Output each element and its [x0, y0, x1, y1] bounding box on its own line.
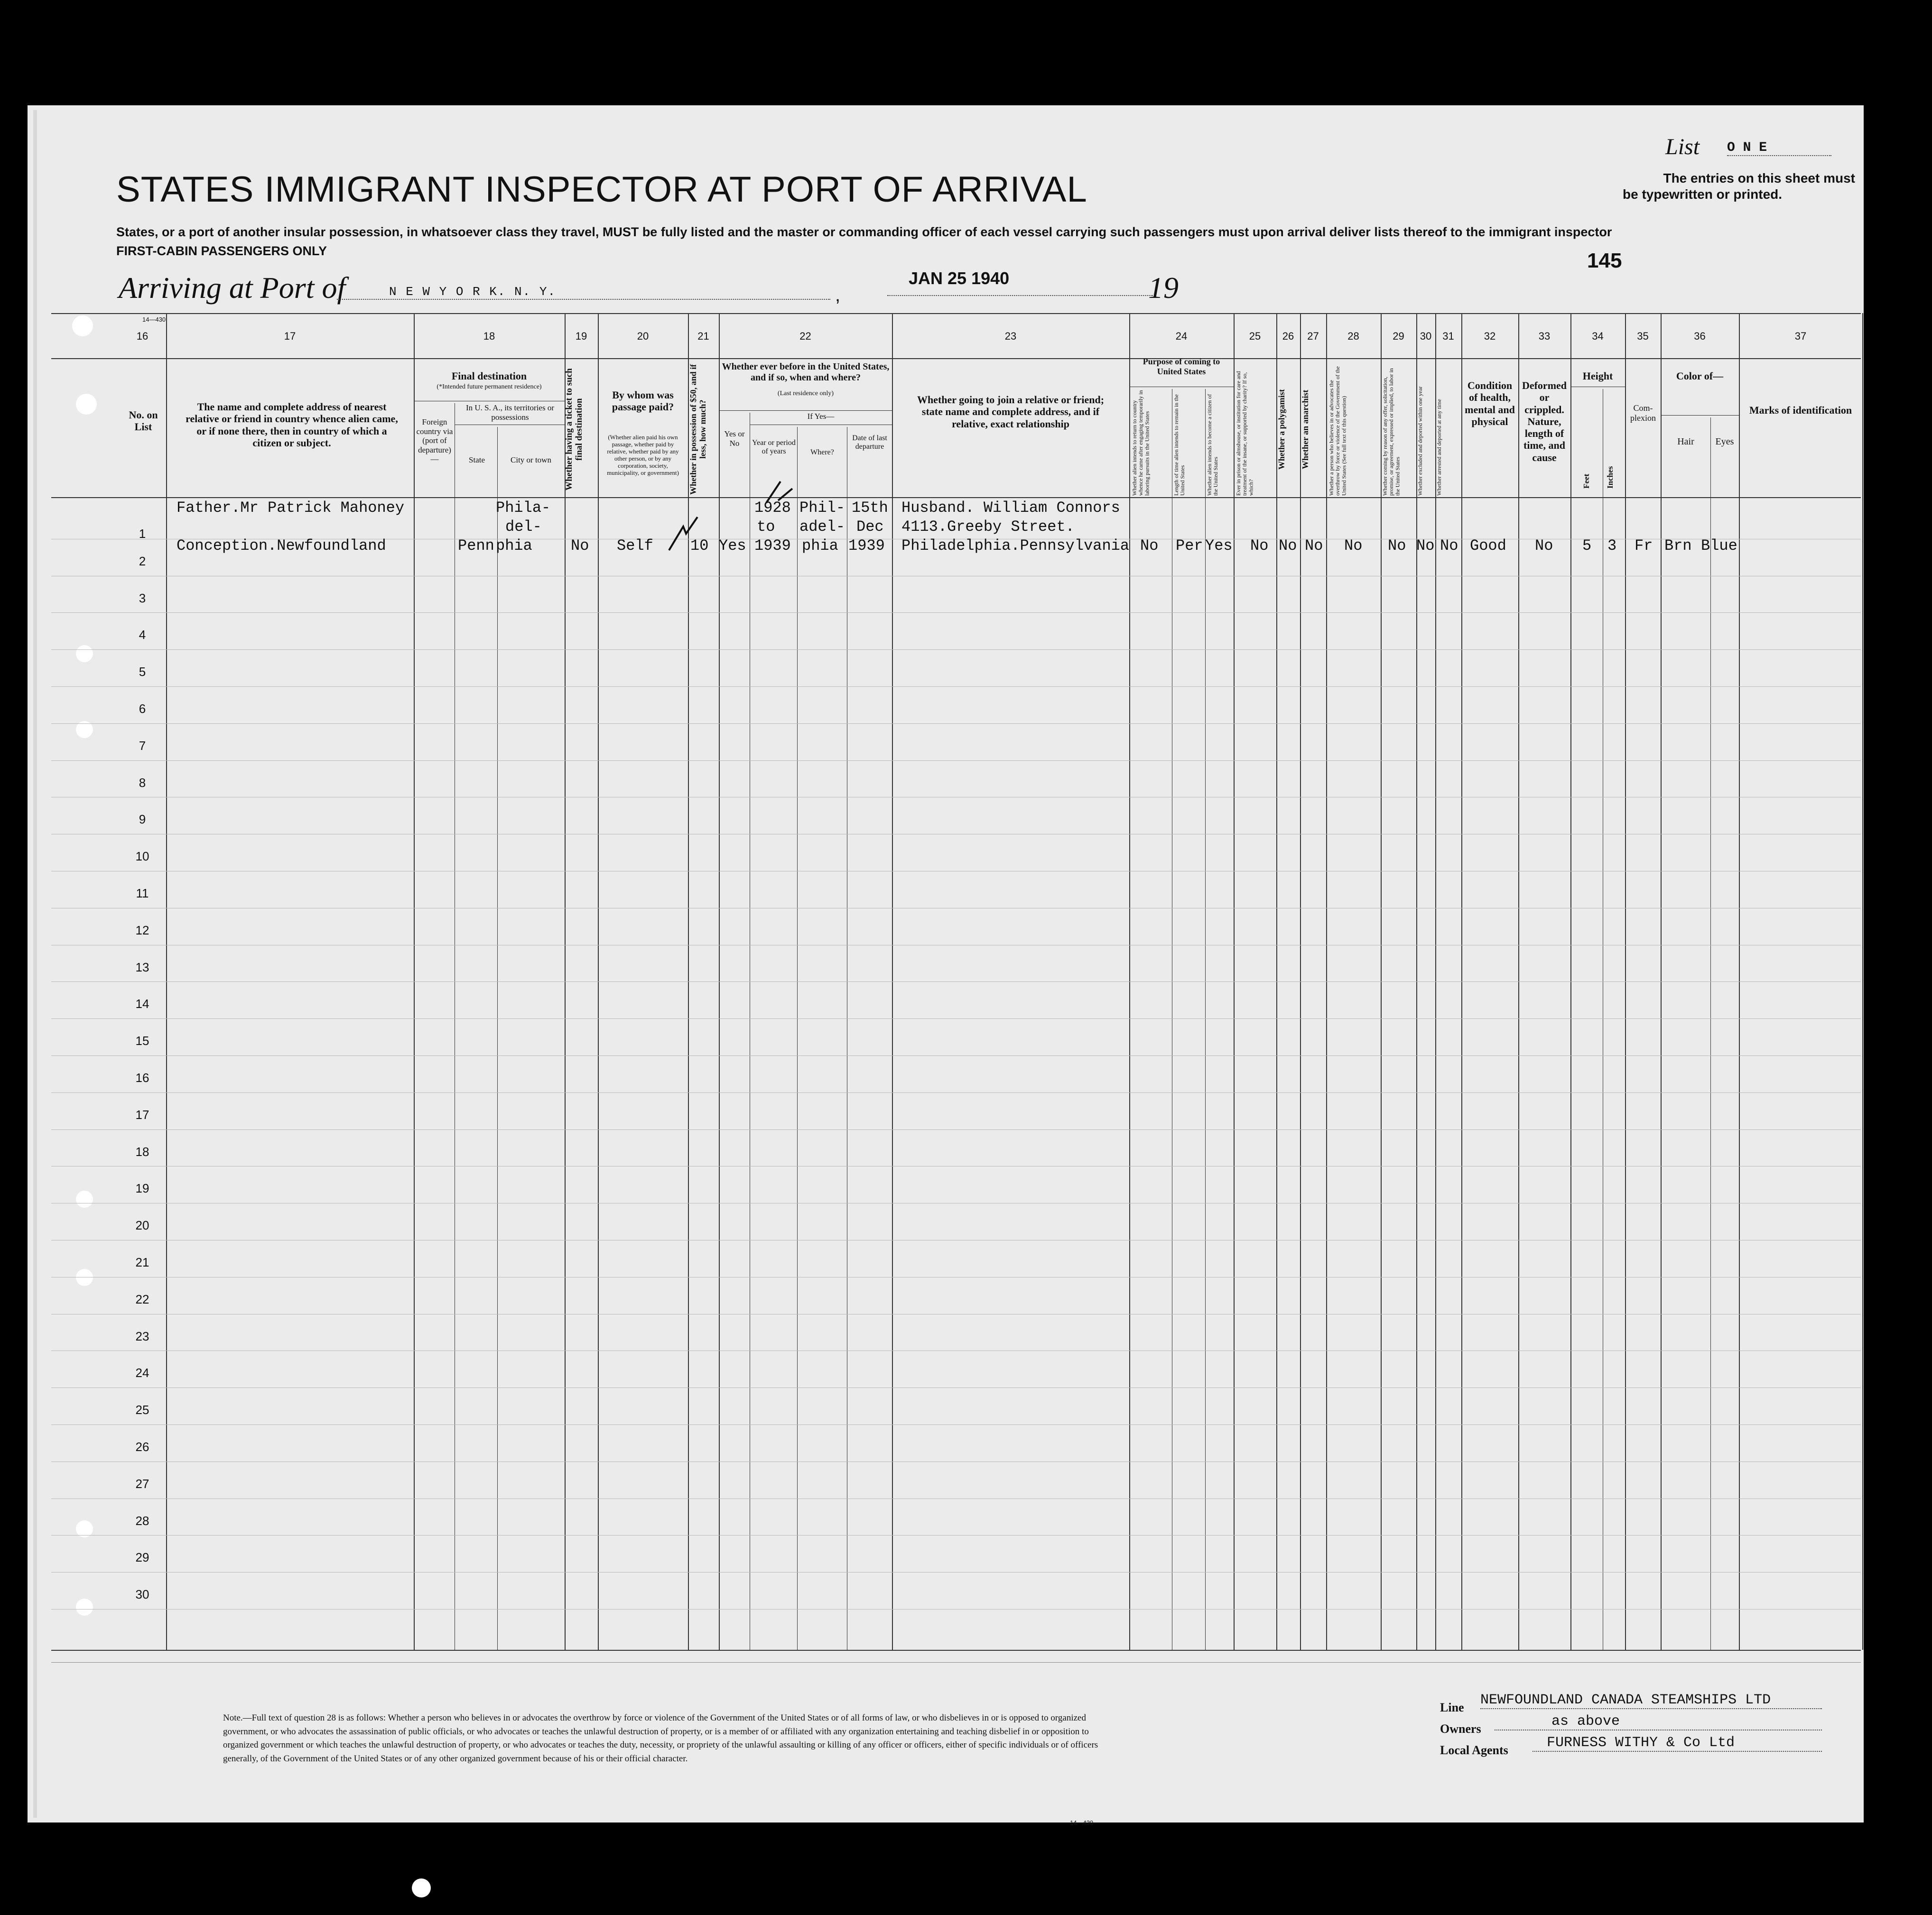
row-number: 23: [135, 1329, 149, 1343]
entry-city-line2: del-: [505, 518, 542, 536]
row-number: 14: [135, 997, 149, 1011]
colnum-22: 22: [799, 330, 811, 342]
grid-line: [51, 1650, 1861, 1651]
entry-join-line1: Husband. William Connors: [901, 499, 1120, 517]
port-value: N E W Y O R K. N. Y.: [337, 285, 830, 300]
owners-label: Owners: [1440, 1722, 1481, 1736]
header-arrested: Whether arrested and deported at any time: [1436, 399, 1442, 496]
grid-line: [51, 497, 1861, 498]
header-health: Condition of health, mental and physical: [1465, 379, 1515, 427]
colnum-27: 27: [1307, 330, 1319, 342]
row-number: 21: [135, 1255, 149, 1269]
header-year: Year or period of years: [752, 439, 796, 456]
row-number: 24: [135, 1366, 149, 1380]
check-mark: [664, 512, 702, 555]
row-number: 28: [135, 1514, 149, 1528]
row-number: 16: [135, 1071, 149, 1085]
footnote: Note.—Full text of question 28 is as follows: Whether a person who believes in or advocates the overthrow by force or violence of the Government of the United States or of all forms of law, or who disbelieves in or is opposed to organized government, or who advocates the assassination of public officials, or who advocates or teaches the unlawful destruction of property, or is a member of or affiliated with any organization entertaining and teaching disbelief in or opposition to organized government or which teaches the unlawful destruction of property, or who advocates or teaches the duty, necessity, or propriety of the unlawful assaulting or killing of any officer or officers, either of specific individuals or of officers generally, of the Government of the United States or of any other organized government because of his or their official character.: [223, 1713, 1098, 1764]
check-mark: [764, 479, 797, 508]
manifest-sheet: [28, 105, 1864, 1822]
header-deformed: Deformed or crippled. Nature, length of time, and cause: [1522, 379, 1567, 463]
header-excluded: Whether excluded and deported within one year: [1417, 386, 1423, 496]
entry-hair: Brn: [1664, 537, 1692, 555]
colnum-34: 34: [1592, 330, 1604, 342]
entry-money: 10: [690, 537, 709, 555]
row-number: 2: [139, 554, 146, 568]
grid-line: [51, 313, 1861, 314]
header-if-yes: If Yes—: [807, 412, 835, 421]
row-number: 17: [135, 1108, 149, 1122]
header-overthrow: Whether a person who believes in or advocates the overthrow by force or violence of the Government of the United States (See full text of this question): [1328, 366, 1347, 496]
entry-state: Penn: [458, 537, 494, 555]
header-usa: In U. S. A., its territories or possessions: [465, 403, 555, 422]
colnum-19: 19: [575, 330, 587, 342]
row-number: 20: [135, 1218, 149, 1232]
row-number: 13: [135, 960, 149, 974]
header-purpose-citizen: Whether alien intends to become a citizen of the United States: [1206, 394, 1219, 496]
list-value: O N E: [1727, 140, 1831, 156]
header-color: Color of—: [1676, 370, 1724, 382]
row-number: 1: [139, 527, 146, 541]
grid-line: [51, 1662, 1861, 1663]
header-prison: Ever in prison or almshouse, or institution for care and treatment of the insane, or supported by charity? If so, which?: [1235, 371, 1254, 496]
binding-mark: [76, 1599, 93, 1616]
entry-inches: 3: [1607, 537, 1617, 555]
entry-health: Good: [1470, 537, 1506, 555]
header-ticket: Whether having a ticket to such final destination: [564, 368, 584, 490]
owners-value: as above: [1495, 1713, 1822, 1730]
row-number: 6: [139, 702, 146, 716]
row-number: 11: [136, 886, 149, 900]
entry-relative-line2: Conception.Newfoundland: [176, 537, 386, 555]
entry-departure-line2: Dec: [856, 518, 884, 536]
header-no-on-list: No. on List: [129, 409, 158, 433]
row-number: 25: [135, 1403, 149, 1417]
header-feet: Feet: [1582, 473, 1591, 489]
entry-departure-line1: 15th: [852, 499, 888, 517]
row-line: [51, 760, 1861, 761]
entry-years-line2: to: [757, 518, 775, 536]
form-number-top: 14—430: [142, 316, 166, 323]
entry-arrested: No: [1440, 537, 1458, 555]
row-line: [51, 612, 1861, 613]
row-line: [51, 1092, 1861, 1093]
entry-years-line1: 1928: [754, 499, 791, 517]
row-line: [51, 723, 1861, 724]
row-number: 10: [135, 849, 149, 863]
entry-join-line2: 4113.Greeby Street.: [901, 518, 1075, 536]
entry-relative-line1: Father.Mr Patrick Mahoney: [176, 499, 405, 517]
header-money: Whether in possession of $50, and if less, how much?: [688, 364, 707, 495]
binding-mark: [76, 1191, 93, 1208]
header-where: Where?: [810, 448, 834, 456]
colnum-21: 21: [697, 330, 709, 342]
header-foreign-country: Foreign country via (port of departure)—: [416, 417, 453, 464]
page-title: STATES IMMIGRANT INSPECTOR AT PORT OF ARRIVAL: [116, 169, 1087, 210]
entry-ticket: No: [571, 537, 589, 555]
header-passage: By whom was passage paid?: [612, 389, 674, 413]
colnum-32: 32: [1484, 330, 1496, 342]
row-number: 19: [135, 1181, 149, 1195]
header-before-us: Whether ever before in the United States, and if so, when and where?: [722, 361, 890, 383]
header-before-us-note: (Last residence only): [777, 390, 834, 397]
header-hair: Hair: [1677, 436, 1694, 447]
header-height: Height: [1582, 370, 1613, 382]
colnum-25: 25: [1249, 330, 1261, 342]
header-purpose: Purpose of coming to United States: [1142, 357, 1220, 376]
row-number: 4: [139, 628, 146, 642]
row-line: [51, 1609, 1861, 1610]
line-label: Line: [1440, 1701, 1464, 1714]
row-number: 22: [135, 1292, 149, 1306]
cabin-class: FIRST-CABIN PASSENGERS ONLY: [116, 244, 327, 258]
entry-offer: No: [1388, 537, 1406, 555]
entry-eyes: Blue: [1701, 537, 1737, 555]
punch-hole: [76, 394, 97, 415]
row-number: 30: [135, 1587, 149, 1601]
entry-prison: No: [1250, 537, 1269, 555]
row-line: [51, 649, 1861, 650]
punch-hole: [72, 315, 93, 336]
sheet-edge: [33, 110, 37, 1818]
line-value: NEWFOUNDLAND CANADA STEAMSHIPS LTD: [1480, 1692, 1822, 1709]
header-marks: Marks of identification: [1749, 404, 1852, 416]
entry-complexion: Fr: [1635, 537, 1653, 555]
header-city: City or town: [511, 455, 551, 464]
row-line: [51, 1535, 1861, 1536]
entry-departure-line3: 1939: [848, 537, 885, 555]
row-number: 8: [139, 776, 146, 790]
entry-deformed: No: [1535, 537, 1553, 555]
colnum-26: 26: [1282, 330, 1294, 342]
row-line: [51, 1129, 1861, 1130]
colnum-28: 28: [1347, 330, 1359, 342]
colnum-36: 36: [1694, 330, 1706, 342]
header-yes-no: Yes or No: [724, 429, 745, 448]
colnum-16: 16: [136, 330, 149, 342]
entry-citizen: Yes: [1205, 537, 1233, 555]
entry-city-line1: Phila-: [496, 499, 551, 517]
row-number: 26: [135, 1440, 149, 1454]
header-date-departure: Date of last departure: [852, 434, 887, 451]
form-number-bottom: 14—430: [1070, 1819, 1094, 1826]
entry-join-line3: Philadelphia.Pennsylvania: [901, 537, 1130, 555]
date-line: [887, 291, 1153, 296]
row-line: [51, 1572, 1861, 1573]
row-number: 29: [135, 1550, 149, 1564]
row-line: [51, 1018, 1861, 1019]
header-state: State: [469, 455, 485, 464]
row-number: 12: [135, 923, 149, 937]
row-number: 3: [139, 591, 146, 605]
instructions-line2: be typewritten or printed.: [1623, 187, 1783, 202]
header-inches: Inches: [1606, 466, 1615, 489]
date-stamp: JAN 25 1940: [909, 268, 1010, 288]
colnum-18: 18: [483, 330, 495, 342]
binding-mark: [76, 1269, 93, 1286]
entry-city-line3: phia: [496, 537, 532, 555]
binding-mark: [76, 645, 93, 662]
header-join-relative: Whether going to join a relative or friend; state name and complete address, and if relative, exact relationship: [917, 394, 1105, 430]
header-offer: Whether coming by reason of any offer, solicitation, promise, or agreement, expressed or implied, to labor in the United States: [1382, 368, 1401, 496]
entry-years-line3: 1939: [754, 537, 791, 555]
colnum-17: 17: [284, 330, 296, 342]
header-anarchist: Whether an anarchist: [1300, 389, 1310, 469]
agents-label: Local Agents: [1440, 1743, 1508, 1757]
entry-where-line1: Phil-: [799, 499, 845, 517]
entry-excluded: No: [1416, 537, 1435, 555]
year-prefix: 19: [1148, 271, 1179, 305]
row-number: 7: [139, 739, 146, 753]
row-line: [51, 1055, 1861, 1056]
colnum-35: 35: [1637, 330, 1649, 342]
instructions-line1: The entries on this sheet must: [1663, 171, 1855, 185]
page-subtitle: States, or a port of another insular possession, in whatsoever class they travel, MUST be fully listed and the master or commanding officer of each vessel carrying such passengers must upon arrival deliver lists thereof to the immigrant inspector: [116, 225, 1612, 239]
header-final-destination: Final destination: [451, 370, 527, 382]
grid-line: [51, 358, 1861, 359]
row-line: [51, 981, 1861, 982]
header-passage-note: (Whether alien paid his own passage, whether paid by relative, whether paid by any other person, or by any corporation, society, municipality, or government): [607, 434, 679, 476]
colnum-31: 31: [1442, 330, 1454, 342]
colnum-24: 24: [1175, 330, 1188, 342]
entry-length: Per: [1176, 537, 1203, 555]
row-number: 5: [139, 665, 146, 679]
entry-where-line2: adel-: [799, 518, 845, 536]
header-relative: The name and complete address of nearest relative or friend in country whence alien came, or if none there, then in country of which a citizen or subject.: [186, 401, 398, 449]
entry-overthrow: No: [1344, 537, 1363, 555]
colnum-37: 37: [1794, 330, 1807, 342]
list-label: List: [1665, 134, 1700, 159]
row-number: 18: [135, 1145, 149, 1159]
entry-where-line3: phia: [802, 537, 838, 555]
colnum-33: 33: [1538, 330, 1551, 342]
arriving-label: Arriving at Port of: [119, 271, 346, 305]
entry-before-us: Yes: [719, 537, 746, 555]
header-eyes: Eyes: [1715, 436, 1734, 447]
row-number: 27: [135, 1477, 149, 1491]
row-number: 15: [135, 1034, 149, 1048]
sheet-number: 145: [1587, 249, 1622, 272]
colnum-29: 29: [1393, 330, 1404, 342]
header-polygamist: Whether a polygamist: [1277, 389, 1286, 470]
header-purpose-return: Whether alien intends to return to country whence he came after engaging temporarily in laboring pursuits in the United States: [1131, 390, 1151, 496]
row-number: 9: [139, 812, 146, 826]
entry-anarchist: No: [1305, 537, 1323, 555]
entry-return: No: [1140, 537, 1159, 555]
film-mark: [412, 1878, 431, 1897]
row-line: [51, 686, 1861, 687]
colnum-20: 20: [637, 330, 649, 342]
header-final-destination-note: (*Intended future permanent residence): [437, 383, 542, 390]
colnum-30: 30: [1420, 330, 1432, 342]
entry-polygamist: No: [1279, 537, 1297, 555]
entry-feet: 5: [1582, 537, 1592, 555]
colnum-23: 23: [1004, 330, 1017, 342]
agents-value: FURNESS WITHY & Co Ltd: [1533, 1735, 1822, 1752]
header-complexion: Com-plexion: [1630, 403, 1656, 423]
header-purpose-length: Length of time alien intends to remain in the United States: [1173, 394, 1186, 496]
entry-paid-by: Self: [617, 537, 653, 555]
